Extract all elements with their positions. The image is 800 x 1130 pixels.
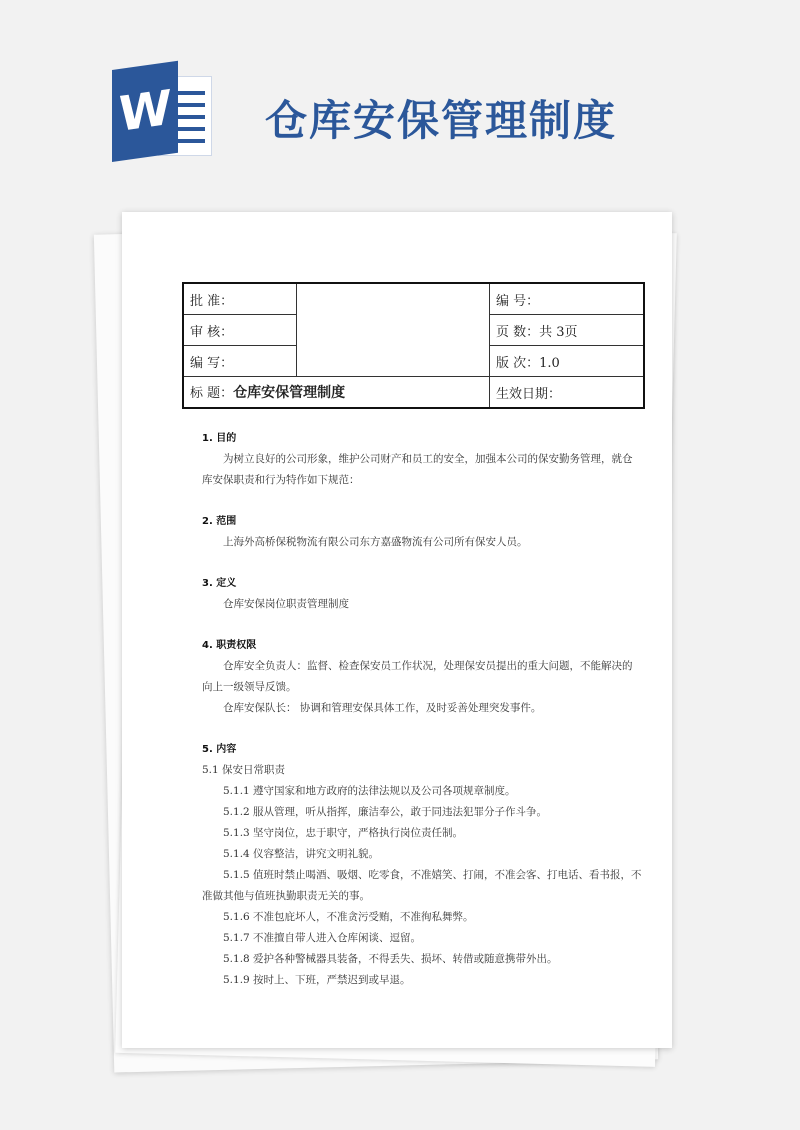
section-purpose bbox=[202, 428, 642, 491]
paragraph: 仓库安全负责人：监督、检查保安员工作状况，处理保安员提出的重大问题，不能解决的向上一级领导反馈。 bbox=[202, 660, 633, 693]
section-scope bbox=[202, 511, 642, 553]
page-title: 仓库安保管理制度 bbox=[265, 96, 618, 145]
approve-cell: 批 准： bbox=[183, 283, 297, 315]
list-item: 5.1.6 不准包庇坏人，不准贪污受贿，不准徇私舞弊。 bbox=[223, 911, 474, 923]
paragraph: 仓库安保岗位职责管理制度 bbox=[223, 598, 349, 610]
word-letter: W bbox=[112, 61, 178, 162]
list-item: 5.1.2 服从管理，听从指挥，廉洁奉公，敢于同违法犯罪分子作斗争。 bbox=[223, 806, 548, 818]
document-body bbox=[202, 428, 642, 1011]
subject-label: 标 题： bbox=[190, 386, 234, 401]
list-item: 5.1.1 遵守国家和地方政府的法律法规以及公司各项规章制度。 bbox=[223, 785, 516, 797]
section-definition bbox=[202, 573, 642, 615]
version-cell: 版 次：1.0 bbox=[490, 346, 645, 377]
paragraph: 仓库安保队长： 协调和管理安保具体工作，及时妥善处理突发事件。 bbox=[223, 702, 542, 714]
section-content bbox=[202, 739, 642, 991]
subject-cell bbox=[183, 377, 490, 409]
blank-cell bbox=[297, 283, 490, 377]
subject-value: 仓库安保管理制度 bbox=[233, 385, 346, 401]
section-title: 5. 内容 bbox=[202, 744, 237, 755]
list-item: 5.1.8 爱护各种警械器具装备，不得丢失、损坏、转借或随意携带外出。 bbox=[223, 953, 558, 965]
section-title: 2. 范围 bbox=[202, 516, 237, 527]
list-item: 5.1.5 值班时禁止喝酒、吸烟、吃零食，不准嬉笑、打闹，不准会客、打电话、看书报，不准做其他与值班执勤职责无关的事。 bbox=[202, 869, 642, 902]
list-item: 5.1.7 不准擅自带人进入仓库闲谈、逗留。 bbox=[223, 932, 422, 944]
list-item: 5.1.3 坚守岗位，忠于职守，严格执行岗位责任制。 bbox=[223, 827, 464, 839]
pages-cell: 页 数：共 3页 bbox=[490, 315, 645, 346]
word-logo-icon bbox=[112, 70, 212, 160]
number-cell: 编 号： bbox=[490, 283, 645, 315]
paragraph: 为树立良好的公司形象，维护公司财产和员工的安全，加强本公司的保安勤务管理，就仓库安保职责和行为特作如下规范： bbox=[202, 453, 633, 486]
section-title: 4. 职责权限 bbox=[202, 640, 257, 651]
list-item: 5.1.9 按时上、下班，严禁迟到或早退。 bbox=[223, 974, 411, 986]
page-header bbox=[0, 0, 800, 200]
subsection-title: 5.1 保安日常职责 bbox=[202, 764, 286, 776]
document-page bbox=[122, 212, 672, 1048]
section-title: 3. 定义 bbox=[202, 578, 237, 589]
document-info-table bbox=[182, 282, 645, 409]
paragraph: 上海外高桥保税物流有限公司东方嘉盛物流有公司所有保安人员。 bbox=[223, 536, 528, 548]
effective-date-cell: 生效日期： bbox=[490, 377, 645, 409]
section-title: 1. 目的 bbox=[202, 433, 237, 444]
section-responsibilities bbox=[202, 635, 642, 719]
write-cell: 编 写： bbox=[183, 346, 297, 377]
list-item: 5.1.4 仪容整洁，讲究文明礼貌。 bbox=[223, 848, 380, 860]
review-cell: 审 核： bbox=[183, 315, 297, 346]
